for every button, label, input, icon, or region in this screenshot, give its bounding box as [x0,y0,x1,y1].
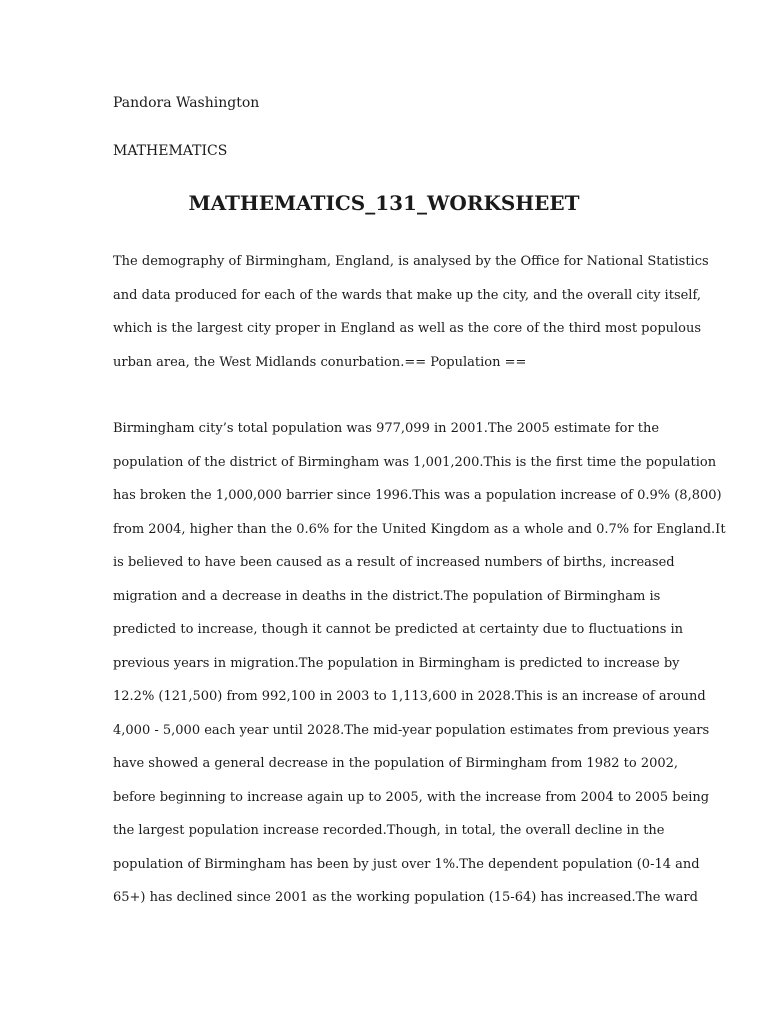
paragraph-line: The demography of Birmingham, England, is analysed by the Office for National Statistics [113,254,709,269]
paragraph-line: has broken the 1,000,000 barrier since 1996.This was a population increase of 0.9% (8,800) [113,488,722,503]
paragraph-line: 4,000 - 5,000 each year until 2028.The mid-year population estimates from previous years [113,722,710,738]
paragraph-population [113,419,726,922]
paragraph-line: is believed to have been caused as a result of increased numbers of births, increased [113,555,675,570]
paragraph-line: have showed a general decrease in the population of Birmingham from 1982 to 2002, [113,756,679,771]
paragraph-line: population of Birmingham has been by just over 1%.The dependent population (0-14 and [113,856,700,872]
paragraph-line: 12.2% (121,500) from 992,100 in 2003 to 1,113,600 in 2028.This is an increase of around [113,689,706,704]
paragraph-line: the largest population increase recorded.Though, in total, the overall decline in the [113,823,665,838]
paragraph-line: and data produced for each of the wards that make up the city, and the overall city itself, [113,287,701,303]
paragraph-line: which is the largest city proper in England as well as the core of the third most populous [113,321,702,336]
paragraph-line: Birmingham city’s total population was 977,099 in 2001.The 2005 estimate for the [113,421,660,436]
paragraph-intro [113,252,709,386]
paragraph-line: from 2004, higher than the 0.6% for the United Kingdom as a whole and 0.7% for England.It [113,521,726,537]
paragraph-line: 65+) has declined since 2001 as the working population (15-64) has increased.The ward [113,890,698,905]
paragraph-line: predicted to increase, though it cannot be predicted at certainty due to fluctuations in [113,622,684,637]
paragraph-line: migration and a decrease in deaths in the district.The population of Birmingham is [113,588,661,604]
paragraph-line: before beginning to increase again up to 2005, with the increase from 2004 to 2005 being [113,789,710,805]
paragraph-line: previous years in migration.The population in Birmingham is predicted to increase by [113,655,680,671]
author-name: Pandora Washington [113,95,260,111]
paragraph-line: population of the district of Birmingham was 1,001,200.This is the first time the population [113,454,717,470]
document-title: MATHEMATICS_131_WORKSHEET [188,191,580,215]
subject-label: MATHEMATICS [113,143,228,159]
paragraph-line: urban area, the West Midlands conurbation.== Population == [113,354,527,370]
